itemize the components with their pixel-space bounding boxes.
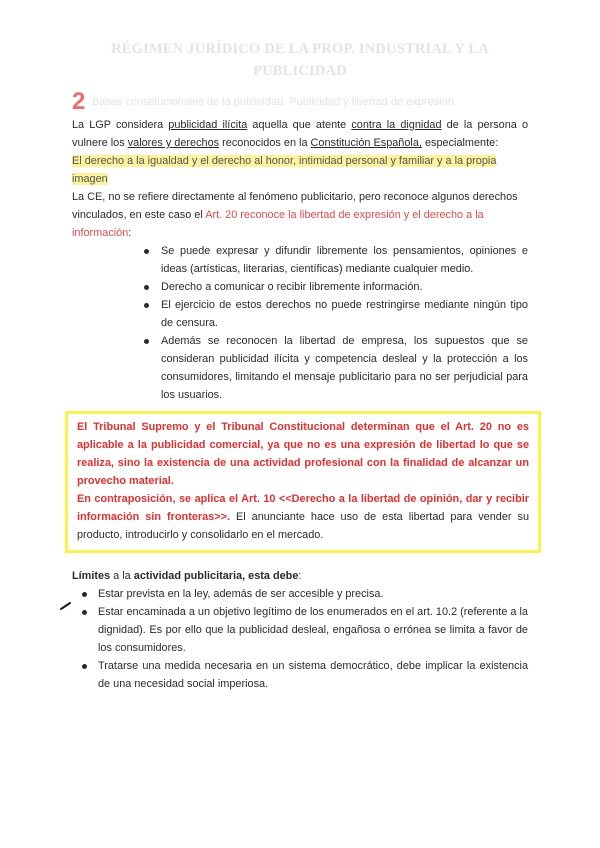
article-20-reference: Art. 20 reconoce la libertad de expresión y el derecho a la información [72,209,484,239]
intro-text: reconocidos en la [219,137,311,149]
box-text: El anunciante hace uso de esta libertad para vender su producto, introducirlo y consolidarlo en el mercado. [77,511,530,541]
intro-paragraph [72,116,528,152]
limits-bold: actividad publicitaria, esta debe [133,570,299,582]
list-item: Tratarse una medida necesaria en un sistema democrático, debe implicar la existencia de una necesidad social imperiosa. [82,657,528,693]
underlined-term: publicidad ilícita [168,119,248,131]
intro-text: especialmente: [421,137,499,149]
list-item: Estar encaminada a un objetivo legítimo de los enumerados en el art. 10.2 (referente a la dignidad). Es por ello que la publicidad desleal, engañosa o errónea se limita a favor de los consumidores. [82,603,528,657]
highlight-box [65,411,541,553]
rights-list [72,242,528,404]
intro-text: de la persona o vulnere los [72,119,528,149]
limits-text: a la [110,570,134,582]
intro-text: La LGP considera [72,119,169,131]
ce-text: La CE, no se refiere directamente al fenómeno publicitario, pero reconoce algunos derechos vinculados, en este caso el [72,191,518,221]
box-paragraph-article-10 [77,490,529,544]
limits-list [72,585,528,693]
ce-paragraph [72,188,528,242]
limits-section [72,567,528,693]
underlined-term: Constitución Española, [310,137,422,149]
section-number: 2 [72,88,86,115]
document-title: RÉGIMEN JURÍDICO DE LA PROP. INDUSTRIAL Y LA PUBLICIDAD [111,41,489,79]
underlined-term: contra la dignidad [351,119,442,131]
list-item: Se puede expresar y difundir libremente los pensamientos, opiniones e ideas (artísticas, literarias, científicas) mediante cualquier medio. [144,242,528,278]
pen-mark-icon [60,601,72,611]
section-title: Bases constitucionales de la publicidad. Publicidad y libertad de expresión. [91,96,457,108]
article-10-reference: En contraposición, se aplica el Art. 10 <<Derecho a la libertad de opinión, dar y recibir información sin fronteras>>. [77,493,529,523]
highlighted-rights [72,152,528,188]
section-heading [72,88,457,116]
limits-heading [72,567,528,585]
list-item: El ejercicio de estos derechos no puede restringirse mediante ningún tipo de censura. [144,296,528,332]
box-paragraph-court: El Tribunal Supremo y el Tribunal Constitucional determinan que el Art. 20 no es aplicable a la publicidad comercial, ya que no es una expresión de libertad lo que se realiza, sino la existencia de una actividad profesional con la finalidad de alcanzar un provecho material. [77,421,529,487]
highlight-text: El derecho a la igualdad y el derecho al honor, intimidad personal y familiar y a la propia imagen [72,155,497,185]
list-item: Además se reconocen la libertad de empresa, los supuestos que se consideran publicidad ilícita y competencia desleal y la protección a los consumidores, limitando el mensaje publicitario para no ser perjudicial para los usuarios. [144,332,528,404]
ce-text: : [128,227,132,239]
section-body [72,116,528,404]
underlined-term: valores y derechos [127,137,220,149]
intro-text: aquella que atente [247,119,352,131]
list-item: Estar prevista en la ley, además de ser accesible y precisa. [82,585,528,603]
list-item: Derecho a comunicar o recibir libremente información. [144,278,528,296]
limits-bold: Límites [72,570,111,582]
limits-text: : [298,570,302,582]
